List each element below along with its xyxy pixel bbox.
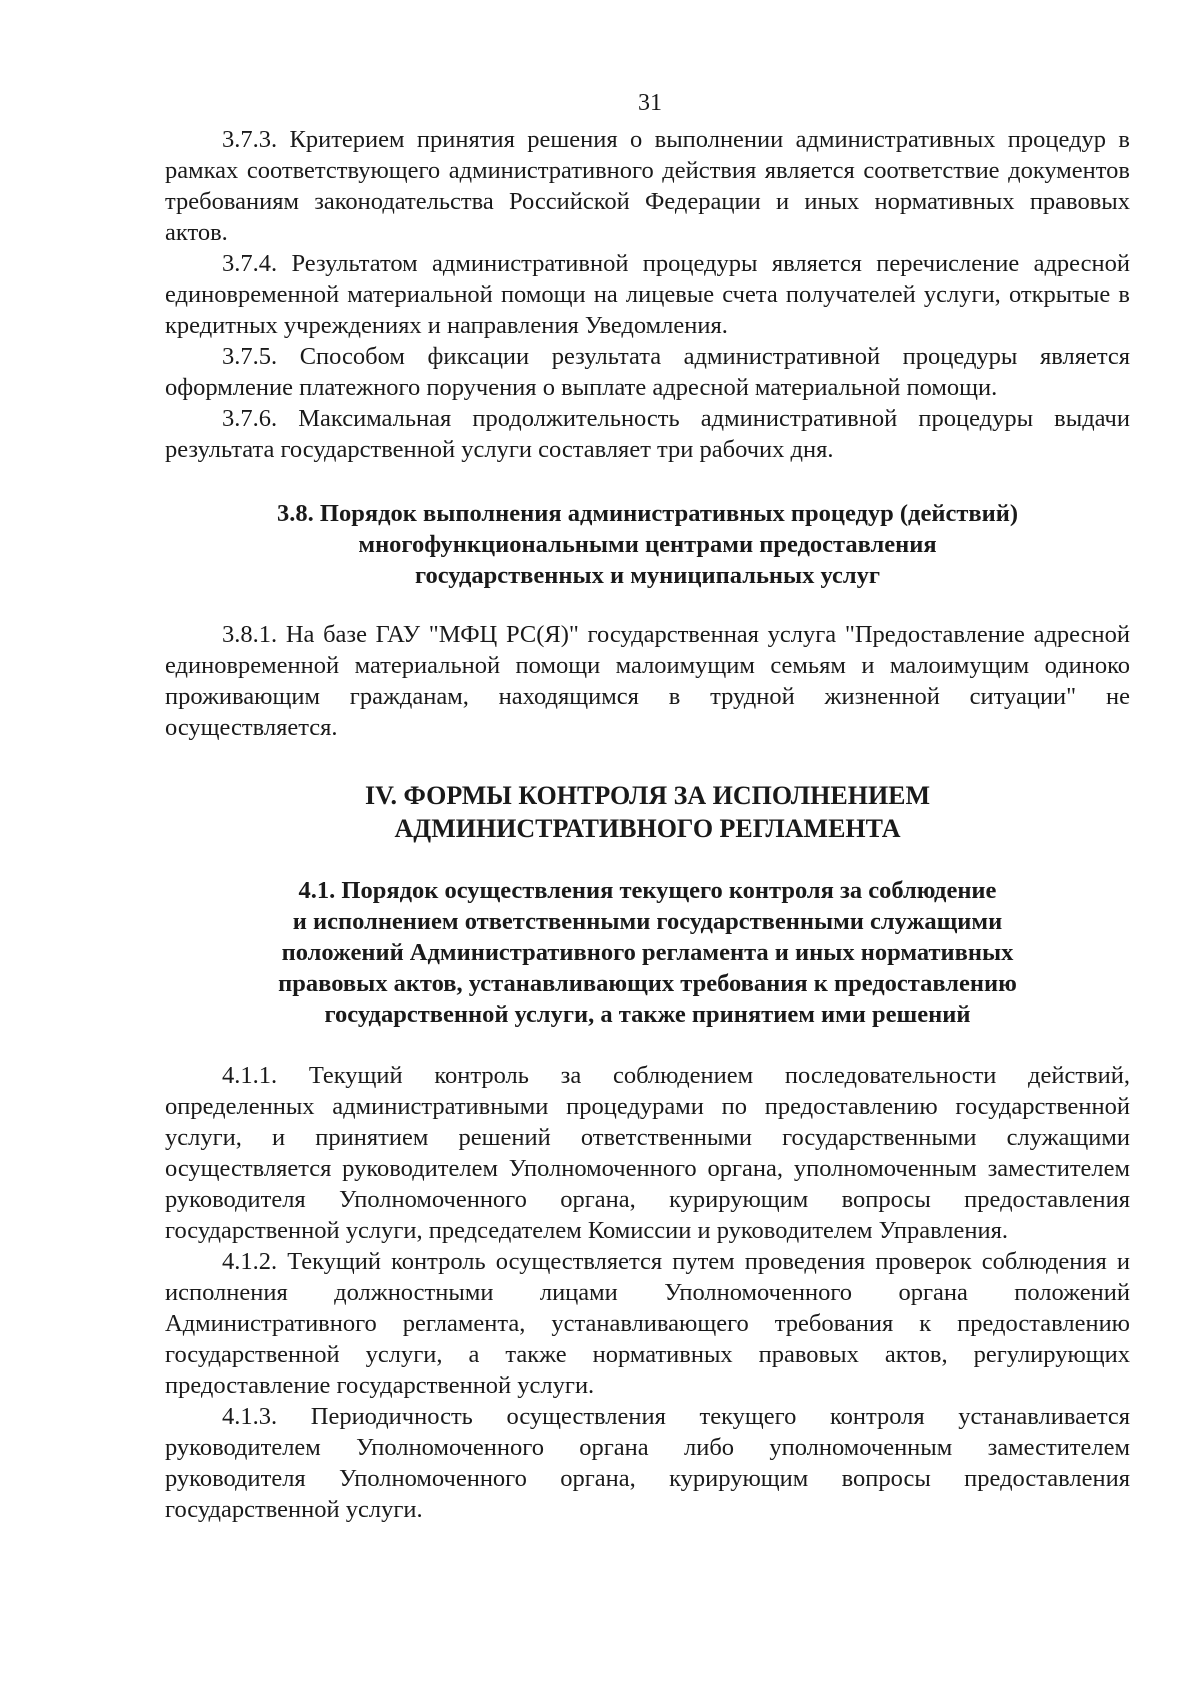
- paragraph-4-1-3: 4.1.3. Периодичность осуществления текущего контроля устанавливается руководителем Уполномоченного органа либо уполномоченным заместителем руководителя Уполномоченного органа, курирующим вопросы предоставления государственной услуги.: [165, 1403, 1130, 1523]
- paragraph-4-1-2: 4.1.2. Текущий контроль осуществляется путем проведения проверок соблюдения и исполнения должностными лицами Уполномоченного органа положений Административного регламента, устанавливающего требования к предоставлению государственной услуги, а также нормативных правовых актов, регулирующих предоставление государственной услуги.: [165, 1248, 1130, 1399]
- heading-4-1-line: государственной услуги, а также принятием ими решений: [324, 1001, 971, 1028]
- paragraph-3-8-1: 3.8.1. На базе ГАУ "МФЦ РС(Я)" государственная услуга "Предоставление адресной единовременной материальной помощи малоимущим семьям и малоимущим одиноко проживающим гражданам, находящимся в трудной жизненной ситуации" не осуществляется.: [165, 621, 1130, 741]
- heading-4-1-line: 4.1. Порядок осуществления текущего контроля за соблюдение: [298, 877, 997, 904]
- heading-3-8: [165, 498, 1130, 591]
- heading-4-1: [165, 875, 1130, 1030]
- document-body: [165, 124, 1130, 1525]
- paragraph-3-7-3: 3.7.3. Критерием принятия решения о выполнении административных процедур в рамках соответствующего административного действия является соответствие документов требованиям законодательства Российской Федерации и иных нормативных правовых актов.: [165, 126, 1130, 246]
- heading-4-1-line: правовых актов, устанавливающих требования к предоставлению: [278, 970, 1017, 997]
- paragraph-4-1-1: 4.1.1. Текущий контроль за соблюдением последовательности действий, определенных административными процедурами по предоставлению государственной услуги, и принятием решений ответственными государственными служащими осуществляется руководителем Уполномоченного органа, уполномоченным заместителем руководителя Уполномоченного органа, курирующим вопросы предоставления государственной услуги, председателем Комиссии и руководителем Управления.: [165, 1062, 1130, 1244]
- paragraph-3-7-4: 3.7.4. Результатом административной процедуры является перечисление адресной единовременной материальной помощи на лицевые счета получателей услуги, открытые в кредитных учреждениях и направления Уведомления.: [165, 250, 1130, 339]
- heading-3-8-line: 3.8. Порядок выполнения административных процедур (действий): [277, 500, 1018, 527]
- section-iv-title-line: IV. ФОРМЫ КОНТРОЛЯ ЗА ИСПОЛНЕНИЕМ: [364, 781, 931, 810]
- section-iv-title-line: АДМИНИСТРАТИВНОГО РЕГЛАМЕНТА: [394, 814, 901, 843]
- section-iv-title: [165, 779, 1130, 845]
- heading-3-8-line: государственных и муниципальных услуг: [414, 562, 881, 589]
- paragraph-3-7-6: 3.7.6. Максимальная продолжительность административной процедуры выдачи результата государственной услуги составляет три рабочих дня.: [165, 405, 1130, 463]
- heading-4-1-line: положений Административного регламента и иных нормативных: [281, 939, 1014, 966]
- page-number: 31: [638, 90, 662, 116]
- heading-3-8-line: многофункциональными центрами предоставления: [358, 531, 937, 558]
- heading-4-1-line: и исполнением ответственными государственными служащими: [292, 908, 1003, 935]
- paragraph-3-7-5: 3.7.5. Способом фиксации результата административной процедуры является оформление платежного поручения о выплате адресной материальной помощи.: [165, 343, 1130, 401]
